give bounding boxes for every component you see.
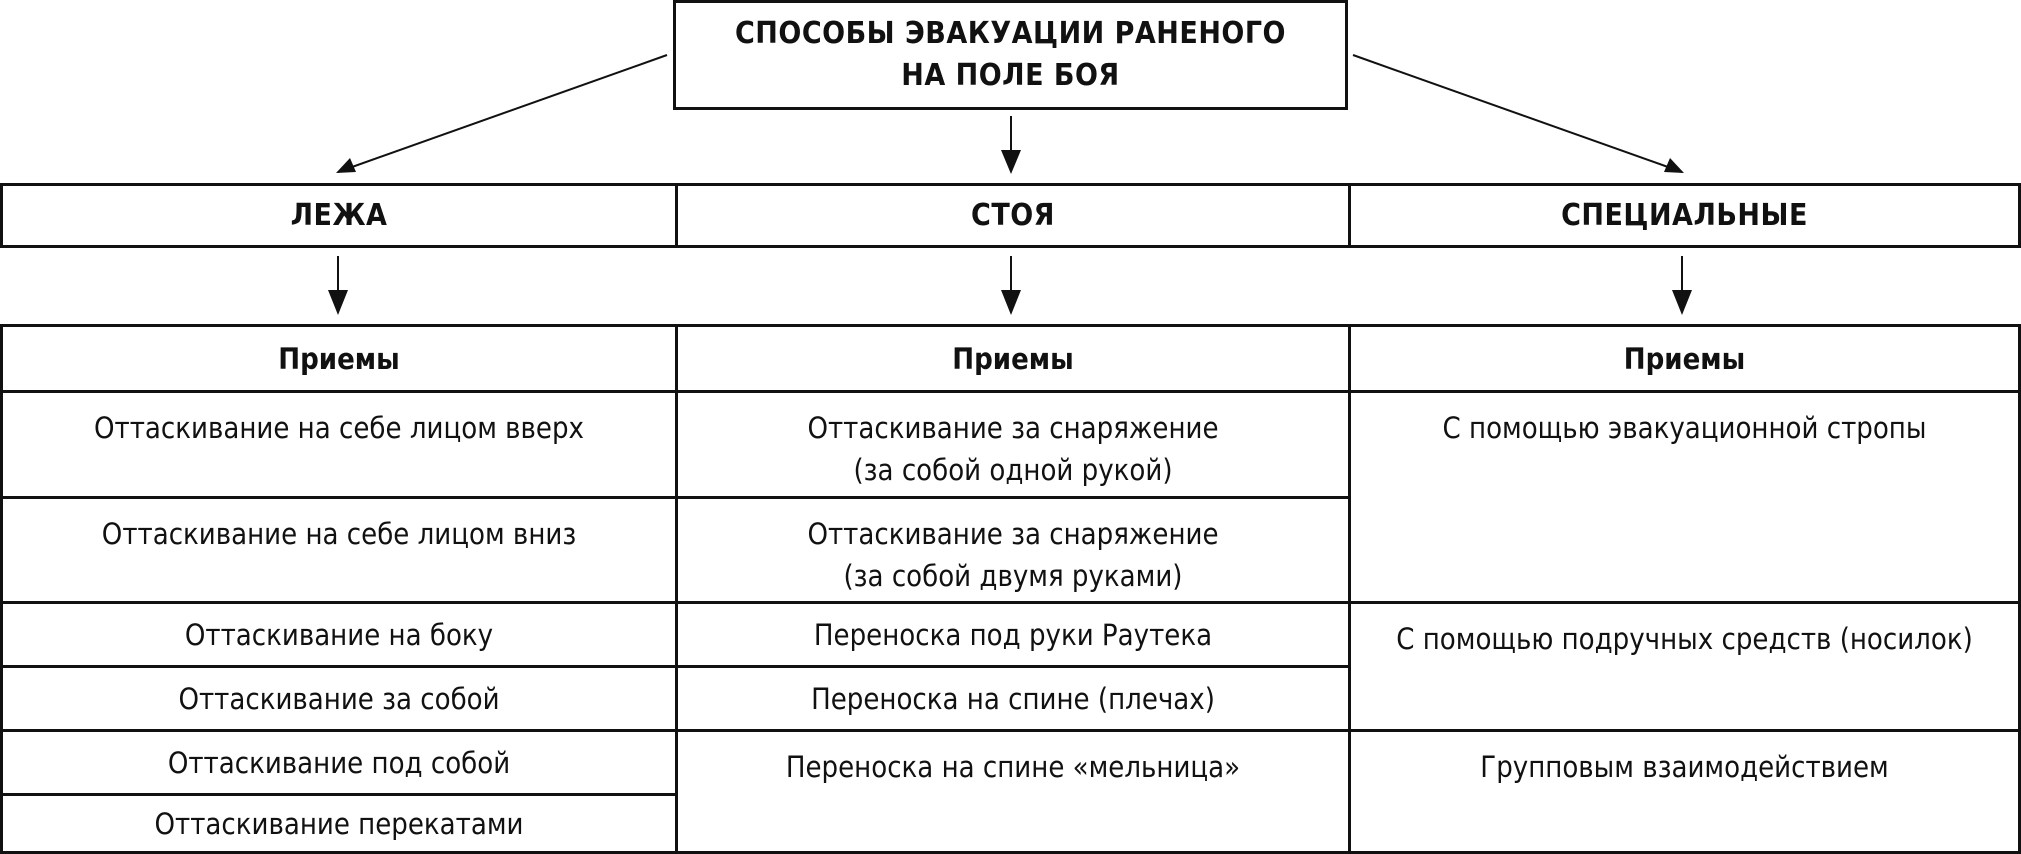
technique-cell	[3, 793, 675, 851]
technique-cell	[678, 665, 1348, 729]
techniques-column-special	[1348, 327, 2018, 851]
technique-cell	[3, 496, 675, 601]
technique-cell	[1351, 390, 2018, 601]
technique-cell	[678, 496, 1348, 601]
category-lying: ЛЕЖА	[290, 198, 388, 233]
techniques-table	[0, 324, 2021, 854]
technique-cell	[1351, 601, 2018, 729]
technique-cell	[3, 390, 675, 496]
technique-line: Оттаскивание за снаряжение	[807, 517, 1219, 551]
technique-text: Оттаскивание под собой	[167, 745, 511, 780]
title-to-special-arrow	[1353, 55, 1684, 173]
diagram-title-box	[673, 0, 1348, 110]
techniques-column-lying	[3, 327, 675, 851]
technique-text: Оттаскивание на себе лицом вверх	[94, 411, 584, 445]
technique-text: Переноска на спине (плечах)	[811, 681, 1215, 716]
technique-text: Переноска под руки Раутека	[813, 617, 1213, 652]
title-line-1: СПОСОБЫ ЭВАКУАЦИИ РАНЕНОГО	[735, 16, 1286, 51]
technique-text: С помощью эвакуационной стропы	[1442, 411, 1927, 445]
category-special: СПЕЦИАЛЬНЫЕ	[1348, 186, 2018, 245]
technique-cell	[1351, 729, 2018, 851]
column-header: Приемы	[278, 341, 400, 376]
technique-line: (за собой одной рукой)	[853, 453, 1173, 487]
diagram-title	[735, 13, 1286, 97]
column-header: Приемы	[952, 341, 1074, 376]
technique-cell	[678, 390, 1348, 496]
technique-cell	[678, 601, 1348, 665]
title-to-standing-arrow	[1001, 116, 1021, 174]
technique-text: Оттаскивание за собой	[178, 681, 500, 716]
technique-cell	[3, 665, 675, 729]
technique-text: С помощью подручных средств (носилок)	[1396, 622, 1973, 656]
title-line-2: НА ПОЛЕ БОЯ	[901, 58, 1120, 93]
column-header: Приемы	[1623, 341, 1746, 376]
technique-cell	[3, 601, 675, 665]
technique-line: Оттаскивание за снаряжение	[807, 411, 1219, 445]
technique-text: Переноска на спине «мельница»	[785, 750, 1241, 784]
technique-text: Оттаскивание на боку	[184, 617, 494, 652]
technique-text: Групповым взаимодействием	[1480, 750, 1889, 784]
category-standing: СТОЯ	[675, 186, 1348, 245]
technique-cell	[3, 729, 675, 793]
technique-text	[807, 499, 1218, 597]
technique-text: Оттаскивание перекатами	[154, 806, 524, 841]
special-to-techniques-arrow	[1672, 256, 1692, 315]
techniques-column-standing	[675, 327, 1348, 851]
title-to-lying-arrow	[336, 55, 667, 173]
category-row	[0, 183, 2021, 248]
lying-to-techniques-arrow	[328, 256, 348, 315]
standing-to-techniques-arrow	[1001, 256, 1021, 315]
technique-text: Оттаскивание на себе лицом вниз	[101, 517, 577, 551]
technique-cell	[678, 729, 1348, 851]
technique-line: (за собой двумя руками)	[843, 559, 1183, 593]
technique-text	[807, 393, 1218, 491]
